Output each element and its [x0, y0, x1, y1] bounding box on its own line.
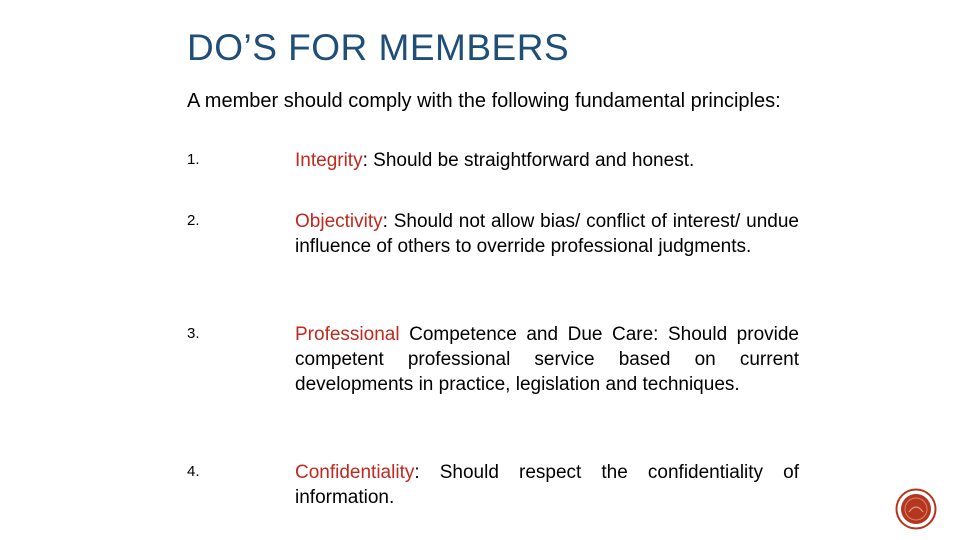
item-number: 3.: [187, 325, 200, 342]
item-description: Competence and Due Care: Should provide competent professional service based on current developments in practice, legislation and techniques.: [295, 324, 799, 395]
item-description: : Should respect the confidentiality of information.: [295, 462, 799, 508]
item-text: [295, 322, 799, 397]
item-term: Professional: [295, 324, 400, 345]
item-number: 2.: [187, 212, 200, 229]
emblem-icon: [895, 488, 937, 530]
item-term: Objectivity: [295, 211, 383, 232]
item-term: Integrity: [295, 150, 363, 171]
item-text: [295, 460, 799, 510]
slide-title: DO’S FOR MEMBERS: [187, 27, 570, 68]
item-term: Confidentiality: [295, 462, 415, 483]
intro-text: A member should comply with the following fundamental principles:: [187, 90, 781, 112]
item-description: : Should not allow bias/ conflict of interest/ undue influence of others to override professional judgments.: [295, 211, 799, 257]
item-text: [295, 209, 799, 259]
item-text: [295, 148, 799, 173]
item-number: 4.: [187, 463, 200, 480]
item-number: 1.: [187, 151, 200, 168]
item-description: : Should be straightforward and honest.: [362, 150, 695, 171]
